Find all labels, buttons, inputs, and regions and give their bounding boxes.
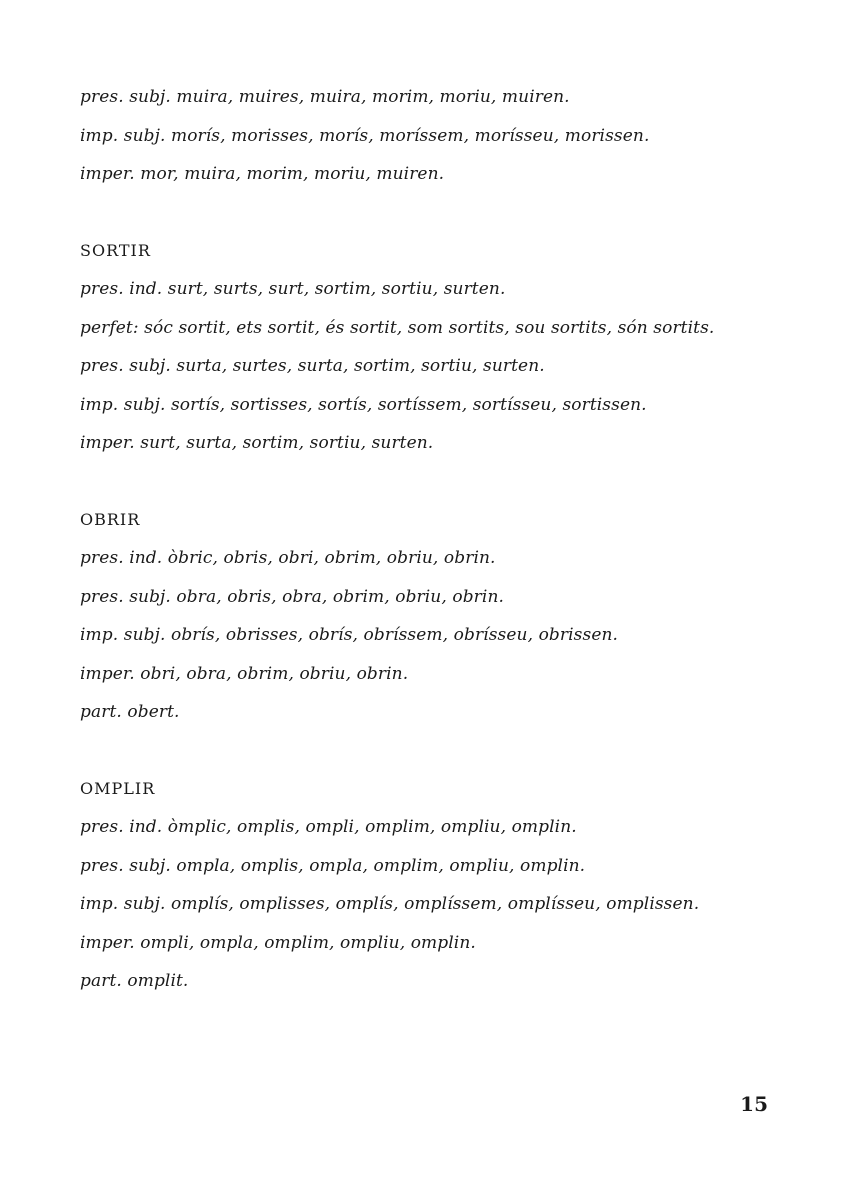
section-sortir bbox=[80, 232, 780, 463]
conjugation-line: pres. ind. surt, surts, surt, sortim, sortiu, surten. bbox=[80, 279, 506, 299]
section-omplir bbox=[80, 770, 780, 1001]
verb-heading: OMPLIR bbox=[80, 778, 156, 798]
conjugation-line: part. obert. bbox=[80, 702, 180, 722]
conjugation-line: pres. subj. muira, muires, muira, morim, moriu, muiren. bbox=[80, 87, 570, 107]
verb-heading: OBRIR bbox=[80, 509, 141, 529]
conjugation-line: pres. subj. surta, surtes, surta, sortim, sortiu, surten. bbox=[80, 356, 545, 376]
conjugation-line: pres. ind. òbric, obris, obri, obrim, obriu, obrin. bbox=[80, 548, 496, 568]
conjugation-line: pres. ind. òmplic, omplis, ompli, omplim, ompliu, omplin. bbox=[80, 817, 577, 837]
conjugation-line: perfet: sóc sortit, ets sortit, és sortit, som sortits, sou sortits, són sortits. bbox=[80, 317, 715, 338]
page-number: 15 bbox=[740, 1092, 768, 1116]
conjugation-line: imp. subj. sortís, sortisses, sortís, sortíssem, sortísseu, sortissen. bbox=[80, 394, 647, 415]
conjugation-line: imp. subj. morís, morisses, morís, moríssem, morísseu, morissen. bbox=[80, 125, 650, 146]
section-obrir bbox=[80, 501, 780, 732]
verb-heading: SORTIR bbox=[80, 240, 151, 260]
conjugation-line: imper. obri, obra, obrim, obriu, obrin. bbox=[80, 663, 409, 684]
conjugation-line: imper. mor, muira, morim, moriu, muiren. bbox=[80, 164, 445, 184]
conjugation-line: pres. subj. ompla, omplis, ompla, omplim, ompliu, omplin. bbox=[80, 855, 586, 876]
conjugation-line: pres. subj. obra, obris, obra, obrim, obriu, obrin. bbox=[80, 586, 504, 607]
conjugation-line: imper. surt, surta, sortim, sortiu, surten. bbox=[80, 433, 434, 453]
conjugation-line: imper. ompli, ompla, omplim, ompliu, omplin. bbox=[80, 932, 476, 953]
conjugation-line: imp. subj. obrís, obrisses, obrís, obríssem, obrísseu, obrissen. bbox=[80, 625, 619, 645]
page-content bbox=[80, 78, 780, 1001]
conjugation-line: part. omplit. bbox=[80, 971, 189, 991]
conjugation-line: imp. subj. omplís, omplisses, omplís, omplíssem, omplísseu, omplissen. bbox=[80, 894, 700, 914]
